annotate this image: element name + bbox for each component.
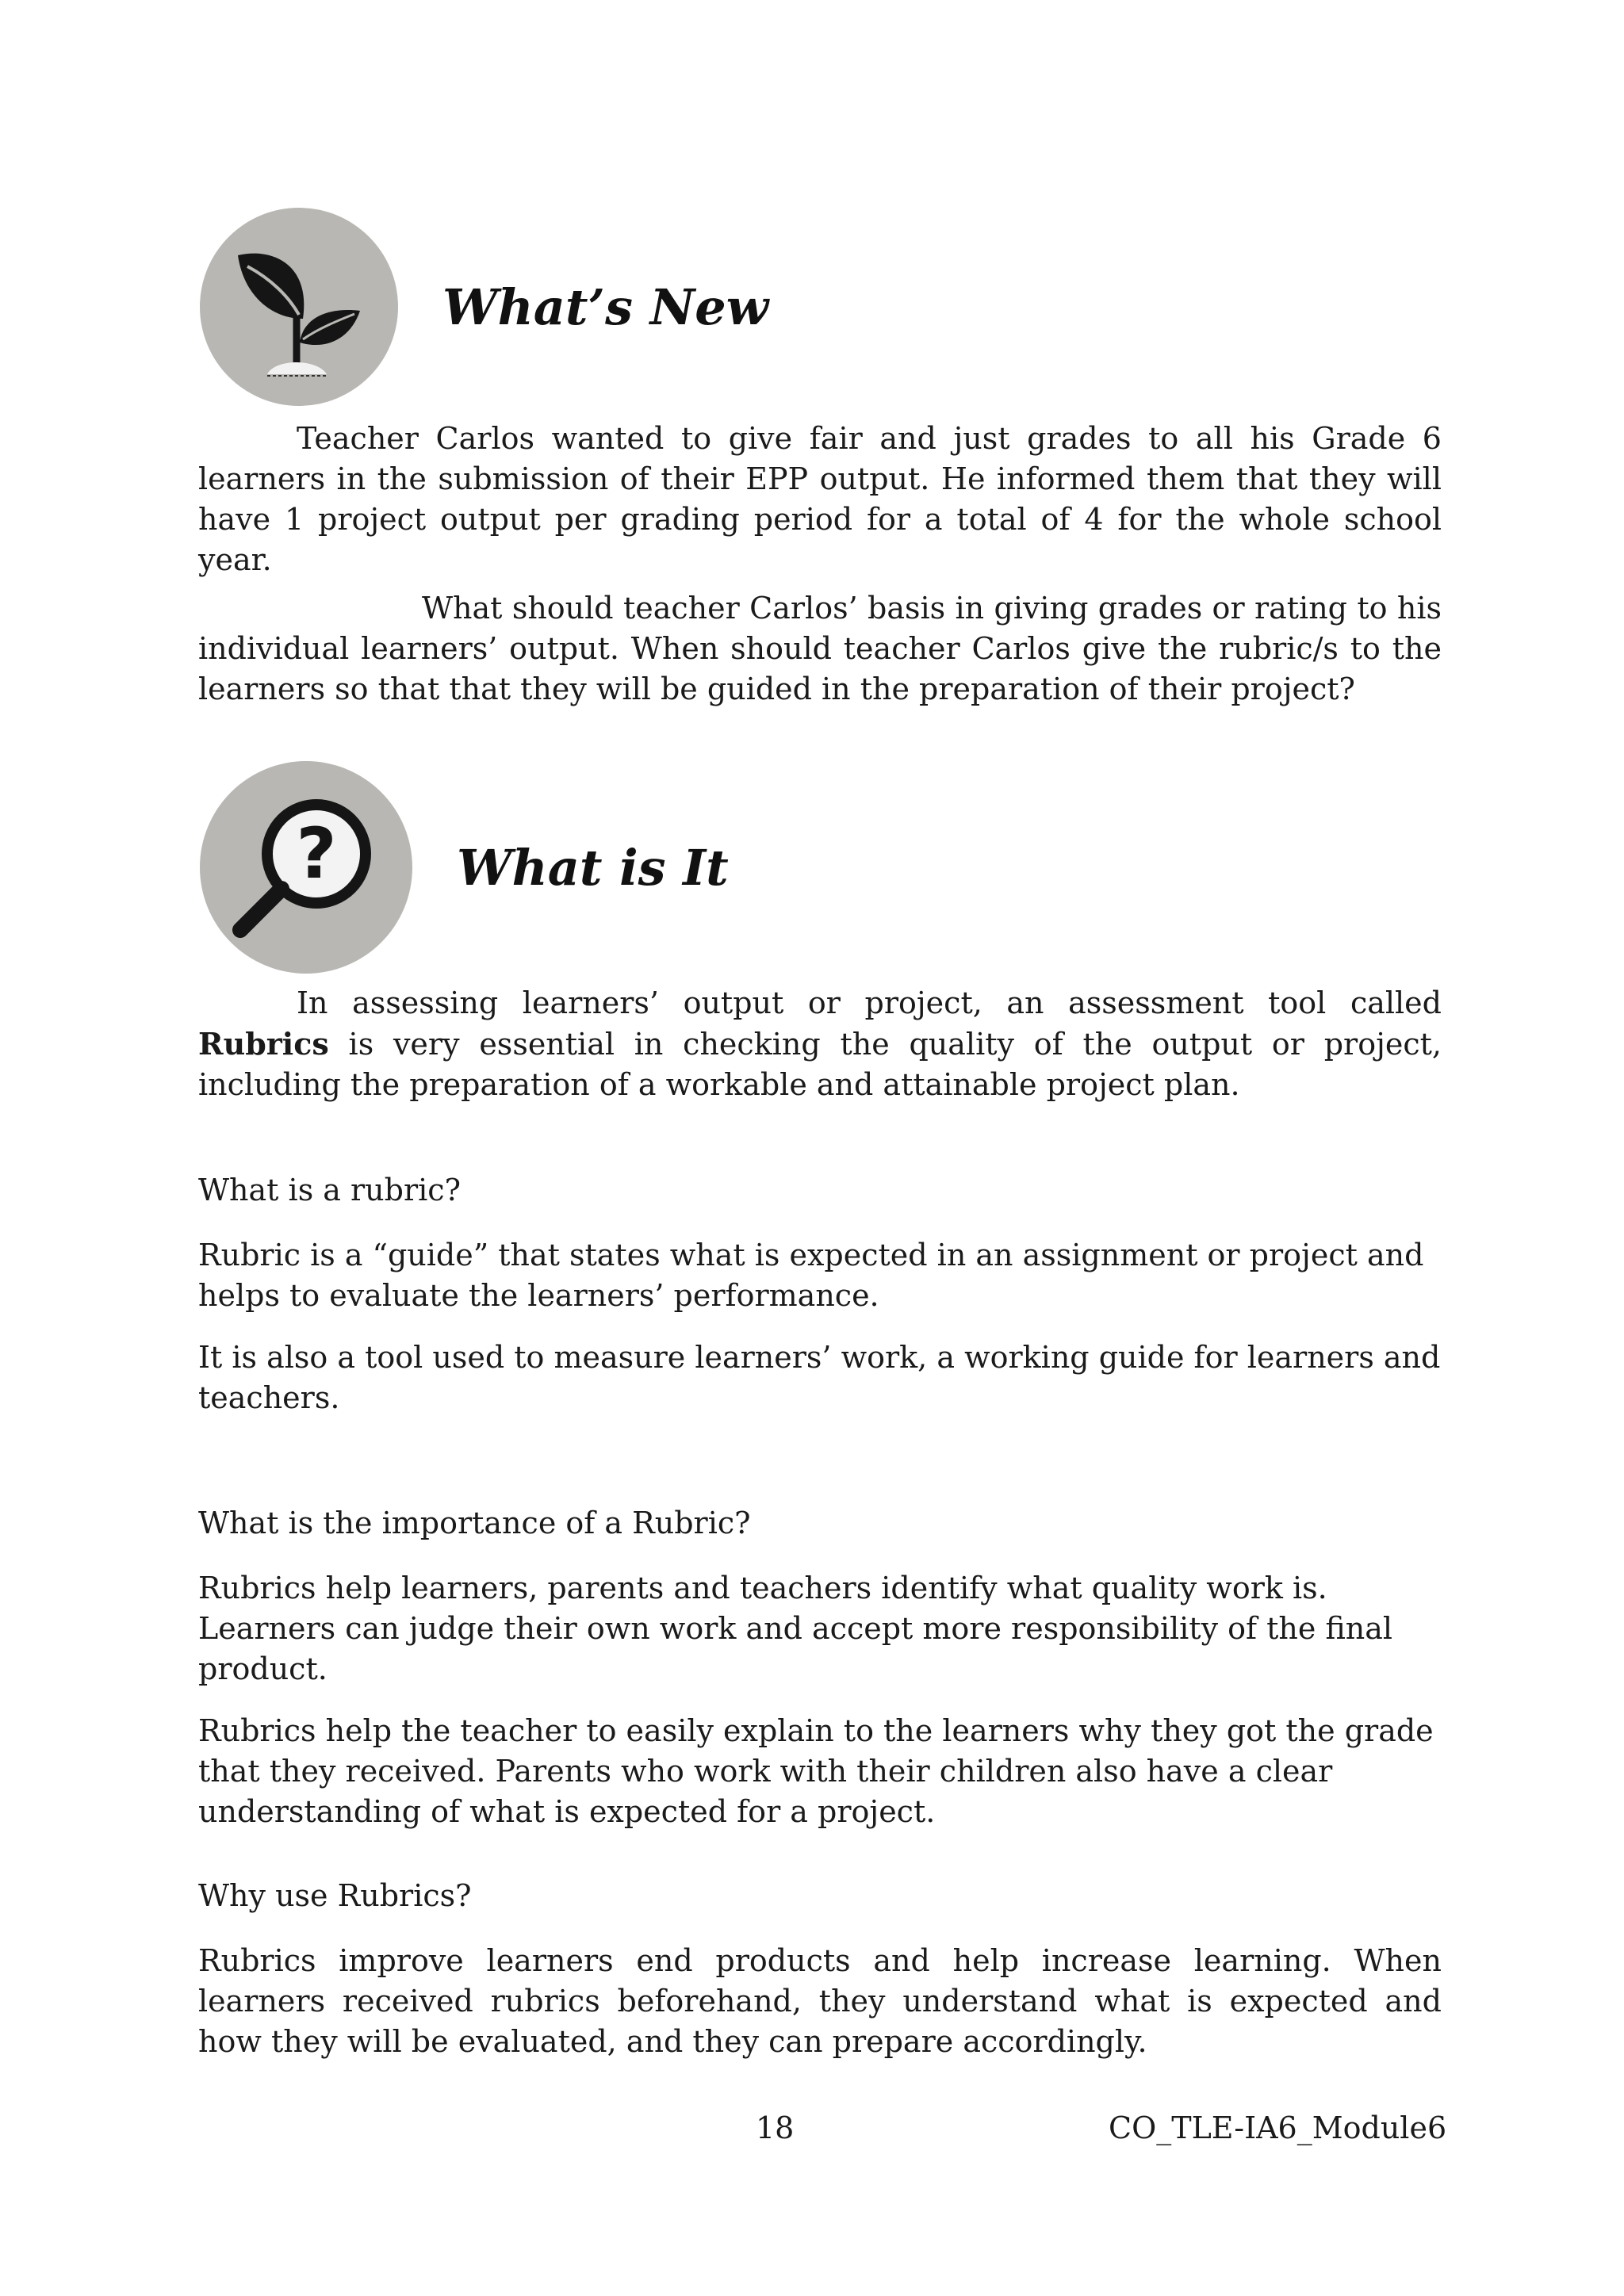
page-number: 18 xyxy=(756,2110,795,2145)
paragraph: In assessing learners’ output or project, an assessment tool called Rubrics is very essential in checking the quality of the output or project, including the preparation of a workable and attainable project plan. xyxy=(198,985,1442,1102)
question-heading: What is the importance of a Rubric? xyxy=(198,1506,751,1540)
bold-term: Rubrics xyxy=(198,1026,329,1062)
svg-text:?: ? xyxy=(296,813,337,894)
paragraph: What should teacher Carlos’ basis in giving grades or rating to his individual learners’ output. When should teacher Carlos give the rubric/s to the learners so that that they will be guided in the preparation of their project? xyxy=(198,591,1442,706)
paragraph: Rubrics improve learners end products and help increase learning. When learners received rubrics beforehand, they understand what is expected and how they will be evaluated, and they can prepare accordingly. xyxy=(198,1943,1442,2059)
section-title-what-is-it: What is It xyxy=(457,838,729,897)
sprout-icon xyxy=(200,208,398,406)
what-is-it-header xyxy=(200,761,729,974)
what-is-it-q3 xyxy=(198,1876,1442,2062)
question-heading: What is a rubric? xyxy=(198,1173,461,1207)
magnifier-question-icon xyxy=(200,761,412,974)
paragraph: Rubric is a “guide” that states what is expected in an assignment or project and helps to evaluate the learners’ performance. xyxy=(198,1238,1424,1313)
paragraph: Rubrics help the teacher to easily explain to the learners why they got the grade that they received. Parents who work with their children also have a clear understanding of what is expected for a project. xyxy=(198,1713,1434,1829)
what-is-it-intro xyxy=(198,983,1442,1105)
module-code: CO_TLE-IA6_Module6 xyxy=(1109,2110,1447,2145)
paragraph: Rubrics help learners, parents and teachers identify what quality work is. Learners can judge their own work and accept more responsibility of the final product. xyxy=(198,1571,1393,1686)
whats-new-header xyxy=(200,208,768,406)
whats-new-body xyxy=(198,419,1442,710)
paragraph: It is also a tool used to measure learners’ work, a working guide for learners and teachers. xyxy=(198,1340,1441,1415)
what-is-it-q1 xyxy=(198,1170,1442,1418)
section-title-whats-new: What’s New xyxy=(442,277,769,336)
paragraph: Teacher Carlos wanted to give fair and just grades to all his Grade 6 learners in the submission of their EPP output. He informed them that they will have 1 project output per grading period for a total of 4 for the whole school year. xyxy=(198,421,1442,577)
question-heading: Why use Rubrics? xyxy=(198,1878,472,1913)
what-is-it-q2 xyxy=(198,1503,1442,1832)
